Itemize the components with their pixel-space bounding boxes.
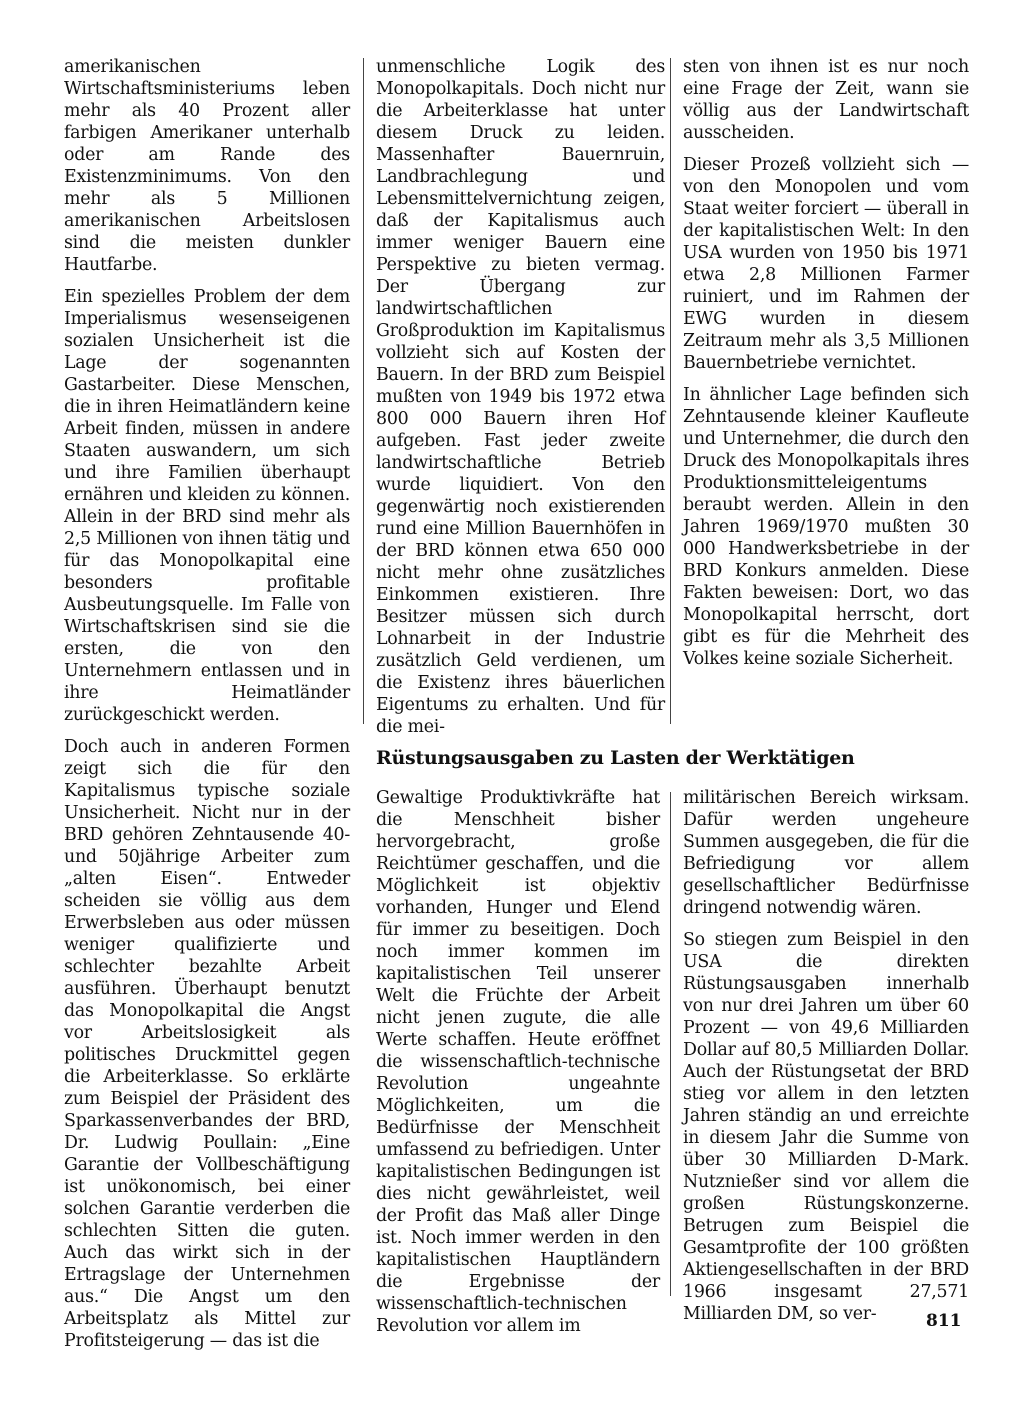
- paragraph: Dieser Prozeß vollzieht sich — von den Monopolen und vom Staat weiter forciert — überall in der kapitalistischen Welt: In den USA wurden von 1950 bis 1971 etwa 2,8 Millionen Farmer ruiniert, und im Rahmen der EWG wurden in diesem Zeitraum mehr als 3,5 Millionen Bauernbetriebe vernichtet.: [683, 155, 969, 373]
- section-heading: Rüstungsausgaben zu Lasten der Werktätigen: [376, 747, 855, 769]
- text-column-3: [683, 56, 969, 670]
- text-column-2: [376, 56, 665, 738]
- paragraph: Doch auch in anderen Formen zeigt sich die für den Kapitalismus typische soziale Unsicherheit. Nicht nur in der BRD gehören Zehntausende 40- und 50jährige Arbeiter zum „alten Eisen“. Entweder scheiden sie völlig aus dem Erwerbsleben aus oder müssen weniger qualifizierte und schlechter bezahlte Arbeit ausführen. Überhaupt benutzt das Monopolkapital die Angst vor Arbeitslosigkeit als politisches Druckmittel gegen die Arbeiterklasse. So erklärte zum Beispiel der Präsident des Sparkassenverbandes der BRD, Dr. Ludwig Poullain: „Eine Garantie der Vollbeschäftigung ist unökonomisch, bei einer solchen Garantie verderben die schlechten Sitten die guten. Auch das wirkt sich in der Ertragslage der Unternehmen aus.“ Die Angst um den Arbeitsplatz als Mittel zur Profitsteigerung — das ist die: [64, 737, 350, 1351]
- page-number: 811: [926, 1311, 962, 1331]
- text-column-4: [376, 787, 660, 1337]
- paragraph: Gewaltige Produktivkräfte hat die Menschheit bisher hervorgebracht, große Reichtümer geschaffen, und die Möglichkeit ist objektiv vorhanden, Hunger und Elend für immer zu beseitigen. Doch noch immer kommen im kapitalistischen Teil unserer Welt die Früchte der Arbeit nicht jenen zugute, die alle Werte schaffen. Heute eröffnet die wissenschaftlich-technische Revolution ungeahnte Möglichkeiten, um die Bedürfnisse der Menschheit umfassend zu befriedigen. Unter kapitalistischen Bedingungen ist dies nicht gewährleistet, weil der Profit das Maß aller Dinge ist. Noch immer werden in den kapitalistischen Hauptländern die Ergebnisse der wissenschaftlich-technischen Revolution vor allem im: [376, 788, 660, 1336]
- paragraph: So stiegen zum Beispiel in den USA die direkten Rüstungsausgaben innerhalb von nur drei Jahren um über 60 Prozent — von 49,6 Milliarden Dollar auf 80,5 Milliarden Dollar. Auch der Rüstungsetat der BRD stieg vor allem in den letzten Jahren ständig an und erreichte in diesem Jahr die Summe von über 30 Milliarden D-Mark. Nutznießer sind vor allem die großen Rüstungskonzerne. Betrugen zum Beispiel die Gesamtprofite der 100 größten Aktiengesellschaften in der BRD 1966 insgesamt 27,571 Milliarden DM, so ver-: [683, 930, 969, 1324]
- paragraph: amerikanischen Wirtschaftsministeriums leben mehr als 40 Prozent aller farbigen Amerikaner unterhalb oder am Rande des Existenzminimums. Von den mehr als 5 Millionen amerikanischen Arbeitslosen sind die meisten dunkler Hautfarbe.: [64, 57, 350, 275]
- column-rule: [670, 792, 671, 1296]
- column-rule: [670, 58, 671, 724]
- text-column-1: [64, 56, 350, 1352]
- paragraph: Ein spezielles Problem der dem Imperialismus wesenseigenen sozialen Unsicherheit ist die Lage der sogenannten Gastarbeiter. Diese Menschen, die in ihren Heimatländern keine Arbeit finden, müssen in andere Staaten auswandern, um sich und ihre Familien überhaupt ernähren und kleiden zu können. Allein in der BRD sind mehr als 2,5 Millionen von ihnen tätig und für das Monopolkapital eine besonders profitable Ausbeutungsquelle. Im Falle von Wirtschaftskrisen sind sie die ersten, die von den Unternehmern entlassen und in ihre Heimatländer zurückgeschickt werden.: [64, 287, 350, 725]
- column-rule: [363, 58, 364, 724]
- paragraph: sten von ihnen ist es nur noch eine Frage der Zeit, wann sie völlig aus der Landwirtschaft ausscheiden.: [683, 57, 969, 143]
- paragraph: In ähnlicher Lage befinden sich Zehntausende kleiner Kaufleute und Unternehmer, die durch den Druck des Monopolkapitals ihres Produktionsmitteleigentums beraubt werden. Allein in den Jahren 1969/1970 mußten 30 000 Handwerksbetriebe in der BRD Konkurs anmelden. Diese Fakten beweisen: Dort, wo das Monopolkapital herrscht, dort gibt es für die Mehrheit des Volkes keine soziale Sicherheit.: [683, 385, 969, 669]
- text-column-5: [683, 787, 969, 1325]
- paragraph: militärischen Bereich wirksam. Dafür werden ungeheure Summen ausgegeben, die für die Befriedigung vor allem gesellschaftlicher Bedürfnisse dringend notwendig wären.: [683, 788, 969, 918]
- paragraph: unmenschliche Logik des Monopolkapitals. Doch nicht nur die Arbeiterklasse hat unter diesem Druck zu leiden. Massenhafter Bauernruin, Landbrachlegung und Lebensmittelvernichtung zeigen, daß der Kapitalismus auch immer weniger Bauern eine Perspektive zu bieten vermag. Der Übergang zur landwirtschaftlichen Großproduktion im Kapitalismus vollzieht sich auf Kosten der Bauern. In der BRD zum Beispiel mußten von 1949 bis 1972 etwa 800 000 Bauern ihren Hof aufgeben. Fast jeder zweite landwirtschaftliche Betrieb wurde liquidiert. Von den gegenwärtig noch existierenden rund eine Million Bauernhöfen in der BRD können etwa 650 000 nicht mehr ohne zusätzliches Einkommen existieren. Ihre Besitzer müssen sich durch Lohnarbeit in der Industrie zusätzlich Geld verdienen, um die Existenz ihres bäuerlichen Eigentums zu erhalten. Und für die mei-: [376, 57, 665, 737]
